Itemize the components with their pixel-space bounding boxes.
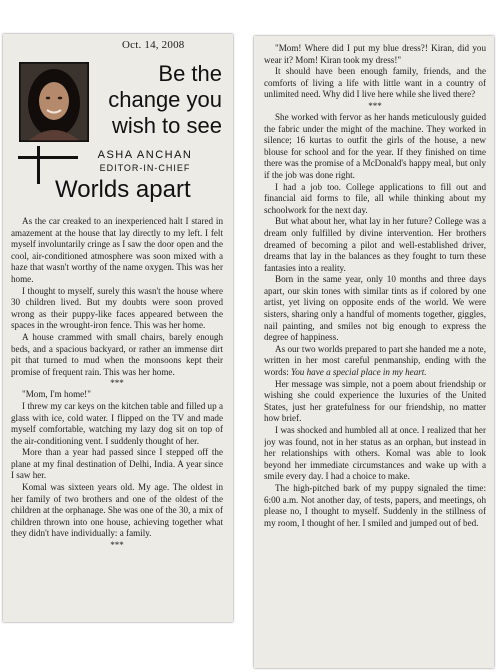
column-title [92,61,222,139]
left-column-body [11,216,223,584]
column-title-line-1: Be the [158,61,222,86]
right-paragraph: "Mom! Where did I put my blue dress?! Kiran, did you wear it? Mom! Kiran took my dress!" [264,43,486,65]
right-column-body [264,43,486,666]
column-title-line-3: wish to see [111,113,222,138]
left-paragraph: I thought to myself, surely this wasn't the house where 30 children lived. But my doubts were soon proved wrong as their puppy-like faces appeared between the spaces in the wrought-iron fence. This was her home. [11,285,223,331]
right-paragraph: Her message was simple, not a poem about friendship or wishing she could experience the luxuries of the United States, just her gratefulness for our friendship, no matter how brief. [264,378,486,424]
left-paragraph: More than a year had passed since I stepped off the plane at my final destination of Delhi, India. A year since I saw her. [11,447,223,481]
section-break: *** [368,100,382,111]
right-paragraph: As our two worlds prepared to part she handed me a note, written in her most careful penmanship, ending with the words: You have a special place in my heart. [264,343,486,378]
right-paragraph: The high-pitched bark of my puppy signaled the time: 6:00 a.m. Not another day, of tests, papers, and meetings, oh please no, I thought to myself. Suddenly in the stillness of my room, I thought of her. I smiled and jumped out of bed. [264,482,486,528]
byline [90,149,200,173]
right-paragraph: It should have been enough family, friends, and the comforts of living a life with little want in a country of unlimited need. Why did I live here while she lived there? [264,66,486,100]
byline-vertical-rule [37,146,40,184]
author-portrait-icon [20,63,88,141]
left-paragraph: Komal was sixteen years old. My age. The oldest in her family of two brothers and one of the oldest of the children at the orphanage. She was one of the 30, a mix of children thrown into one house, achieving together what they didn't have individually: a family. [11,482,223,539]
right-paragraph: I was shocked and humbled all at once. I realized that her joy was found, not in her status as an orphan, but instead in her relationships with others. Komal was able to look beyond her immediate circumstances and wake up with a smile every day. I had a choice to make. [264,425,486,482]
article-headline: Worlds apart [55,176,191,203]
left-paragraph: As the car creaked to an inexperienced halt I stared in amazement at the house that lay directly to my left. I felt myself involuntarily cringe as I saw the door open and the cool, air-conditioned atmosphere was soon mixed with a haze that wasn't worthy of the name oxygen. This was her home. [11,216,223,284]
author-name: ASHA ANCHAN [97,149,193,161]
right-paragraph: Born in the same year, only 10 months and three days apart, our skin tones with similar tints as if colored by one artist, yet living on opposite ends of the world. We were sisters, sharing only a handful of moments together, giggles, nail painting, and smiles not big enough to express the degree of happiness. [264,274,486,343]
author-photo [19,62,89,142]
right-clipping [254,36,494,668]
left-paragraph: I threw my car keys on the kitchen table and filled up a glass with ice, cold water. I flipped on the TV and made myself comfortable, watching my lazy dog sit on top of the air-conditioning vent. I suddenly thought of her. [11,400,223,446]
left-paragraph: "Mom, I'm home!" [22,389,91,400]
note-quote: You have a special place in my heart. [288,367,427,378]
column-title-line-2: change you [108,87,222,112]
right-paragraph: She worked with fervor as her hands meticulously guided the fabric under the might of the machine. They worked in silence; 16 kurtas to outfit the girls of the house, a new blouse for school and for the year. If they finished on time there was the promise of a McDonald's happy meal, but only if the job was done right. [264,111,486,180]
section-break: *** [110,378,124,389]
publication-date: Oct. 14, 2008 [122,39,185,51]
right-paragraph: I had a job too. College applications to fill out and financial aid forms to file, all while thinking about my schoolwork for the next day. [264,181,486,215]
byline-horizontal-rule [18,156,78,159]
right-paragraph: But what about her, what lay in her future? College was a dream only fulfilled by divine intervention. Her brothers dreamed of becoming a pilot and well-established driver, dreams that lay in the balances as they fought to turn these fantasies into a reality. [264,216,486,273]
author-title: EDITOR-IN-CHIEF [99,163,191,173]
section-break: *** [110,540,124,551]
left-paragraph: A house crammed with small chairs, barely enough beds, and a spacious backyard, or rather an immense dirt pit that turned to mud when the monsoons kept their promise of frequent rain. This was her home. [11,331,223,377]
